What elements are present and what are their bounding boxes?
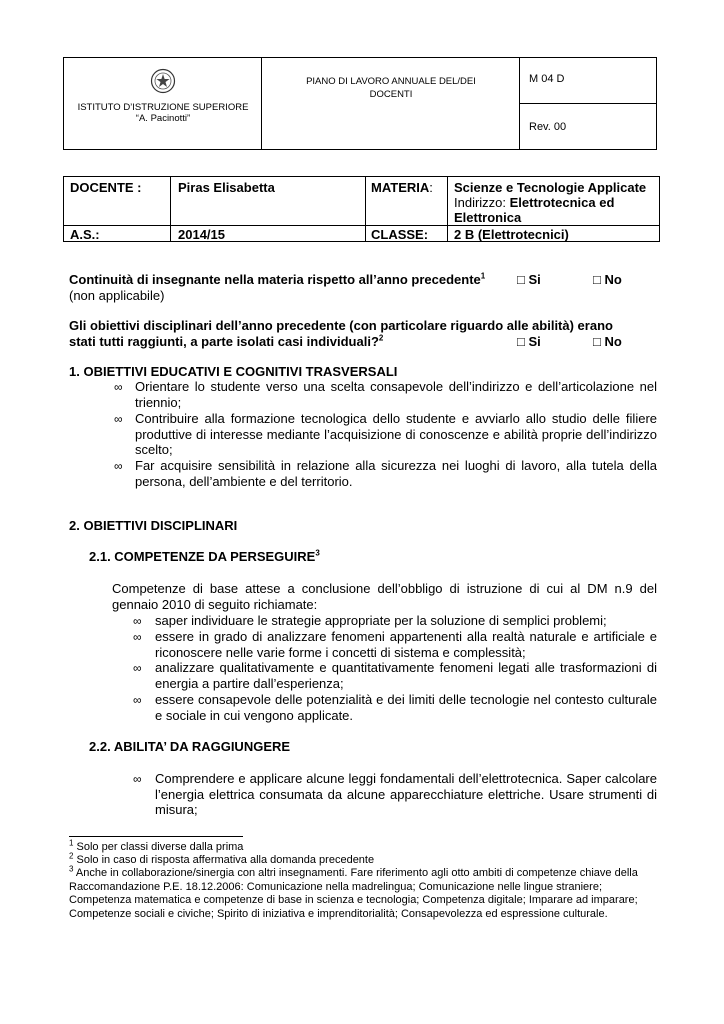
ability-item: Comprendere e applicare alcune leggi fondamentali dell’elettrotecnica. Saper calcolare l’energia elettrica consumata da alcune apparecchiature elettriche. Usare strumenti di misura; xyxy=(155,771,657,817)
objectives-question-line2 xyxy=(69,334,383,350)
section1-item: Far acquisire sensibilità in relazione alla sicurezza nei luoghi di lavoro, alla tutela della persona, dell’ambiente e del territorio. xyxy=(135,458,657,489)
column-divider xyxy=(447,177,448,241)
continuity-option-si: □ Si xyxy=(517,272,541,287)
continuity-note: (non applicabile) xyxy=(69,288,165,303)
document-title-cell xyxy=(262,58,520,149)
footnote-ref-1: 1 xyxy=(480,271,486,281)
continuity-question xyxy=(69,272,485,288)
competence-item: essere in grado di analizzare fenomeni appartenenti alla realtà naturale e artificiale e riconoscere nelle varie forme i concetti di sistema e complessità; xyxy=(155,629,657,660)
row-divider xyxy=(64,225,659,226)
footnote-ref-2: 2 xyxy=(378,333,384,343)
objectives-option-si: □ Si xyxy=(517,334,541,349)
column-divider xyxy=(365,177,366,241)
materia-label: MATERIA xyxy=(371,180,430,195)
classe-label: CLASSE: xyxy=(371,227,429,242)
document-title-line2: DOCENTI xyxy=(369,89,413,100)
bullet-icon: ∞ xyxy=(114,459,123,473)
section2-title: 2. OBIETTIVI DISCIPLINARI xyxy=(69,518,238,533)
footnote-number: 1 xyxy=(69,838,74,848)
teacher-info-table xyxy=(63,176,660,242)
section2-2-title: 2.2. ABILITA’ DA RAGGIUNGERE xyxy=(89,739,291,754)
footnote-text: Solo per classi diverse dalla prima xyxy=(76,841,244,853)
objectives-option-no: □ No xyxy=(593,334,622,349)
footnote-text: Anche in collaborazione/sinergia con altri insegnamenti. Fare riferimento agli otto ambiti di competenze chiave della Raccomandazione P.E. 18.12.2006: Comunicazione nella madrelingua; Comunicazione nelle lingue straniere; Competenza matematica e competenze di base in scienza e tecnologia; Competenza digitale; Imparare ad imparare; Competenze sociali e civiche; Spirito di iniziativa e imprenditorialità; Consapevolezza ed espressione culturale. xyxy=(69,867,638,920)
footnote-1 xyxy=(69,838,659,855)
section1-title: 1. OBIETTIVI EDUCATIVI E COGNITIVI TRASVERSALI xyxy=(69,364,398,379)
materia-label-cell xyxy=(371,180,433,195)
institute-cell xyxy=(64,58,262,149)
bullet-icon: ∞ xyxy=(114,412,123,426)
bullet-icon: ∞ xyxy=(133,693,142,707)
indirizzo-value-cont: Elettronica xyxy=(454,210,522,225)
document-code-cell xyxy=(520,58,656,149)
competence-item: essere consapevole delle potenzialità e dei limiti delle tecnologie nel contesto culturale e sociale in cui vengono applicate. xyxy=(155,692,657,723)
code-divider xyxy=(520,103,656,104)
footnote-3 xyxy=(69,864,659,921)
revision-label: Rev. 00 xyxy=(529,121,567,133)
competence-item: saper individuare le strategie appropriate per la soluzione di semplici problemi; xyxy=(155,613,607,628)
footnote-ref-3: 3 xyxy=(315,548,320,558)
footnote-number: 3 xyxy=(69,864,74,874)
section1-item: Orientare lo studente verso una scelta consapevole dell’indirizzo e dell’articolazione nel triennio; xyxy=(135,379,657,410)
materia-value: Scienze e Tecnologie Applicate xyxy=(454,180,647,195)
footnote-text: Solo in caso di risposta affermativa alla domanda precedente xyxy=(76,854,375,866)
as-label: A.S.: xyxy=(70,227,100,242)
classe-value: 2 B (Elettrotecnici) xyxy=(454,227,569,242)
column-divider xyxy=(170,177,171,241)
bullet-icon: ∞ xyxy=(133,630,142,644)
indirizzo-value: Elettrotecnica ed xyxy=(509,195,615,210)
section1-item: Contribuire alla formazione tecnologica dello studente e avviarlo allo studio delle filiere produttive di interesse mediante l’acquisizione di conoscenze e abilità proprie dell’indirizzo scelto; xyxy=(135,411,657,457)
institute-name: ISTITUTO D’ISTRUZIONE SUPERIORE xyxy=(77,102,249,113)
as-value: 2014/15 xyxy=(178,227,225,242)
continuity-question-text: Continuità di insegnante nella materia rispetto all’anno precedente xyxy=(69,272,481,287)
bullet-icon: ∞ xyxy=(114,380,123,394)
indirizzo-label: Indirizzo: xyxy=(454,195,510,210)
institute-school: “A. Pacinotti” xyxy=(135,113,191,124)
docente-label: DOCENTE : xyxy=(70,180,142,195)
republic-emblem-icon xyxy=(150,68,176,94)
objectives-question-text: stati tutti raggiunti, a parte isolati casi individuali? xyxy=(69,334,379,349)
competence-item: analizzare qualitativamente e quantitativamente fenomeni legati alle trasformazioni di energia a partire dall’esperienza; xyxy=(155,660,657,691)
materia-colon: : xyxy=(429,180,433,195)
section2-1-title xyxy=(89,549,320,565)
document-title-line1: PIANO DI LAVORO ANNUALE DEL/DEI xyxy=(306,76,476,87)
bullet-icon: ∞ xyxy=(133,614,142,628)
objectives-question-line1: Gli obiettivi disciplinari dell’anno precedente (con particolare riguardo alle abilità) erano xyxy=(69,318,613,333)
section2-1-title-text: 2.1. COMPETENZE DA PERSEGUIRE xyxy=(89,549,316,564)
bullet-icon: ∞ xyxy=(133,772,142,786)
document-code: M 04 D xyxy=(529,73,565,85)
docente-value: Piras Elisabetta xyxy=(178,180,275,195)
footnote-number: 2 xyxy=(69,851,74,861)
competences-intro: Competenze di base attese a conclusione dell’obbligo di istruzione di cui al DM n.9 del gennaio 2010 di seguito richiamate: xyxy=(112,581,657,612)
footnote-separator xyxy=(69,836,243,837)
footnote-2 xyxy=(69,851,659,868)
indirizzo-line xyxy=(454,195,614,210)
document-header-table xyxy=(63,57,657,150)
continuity-option-no: □ No xyxy=(593,272,622,287)
bullet-icon: ∞ xyxy=(133,661,142,675)
